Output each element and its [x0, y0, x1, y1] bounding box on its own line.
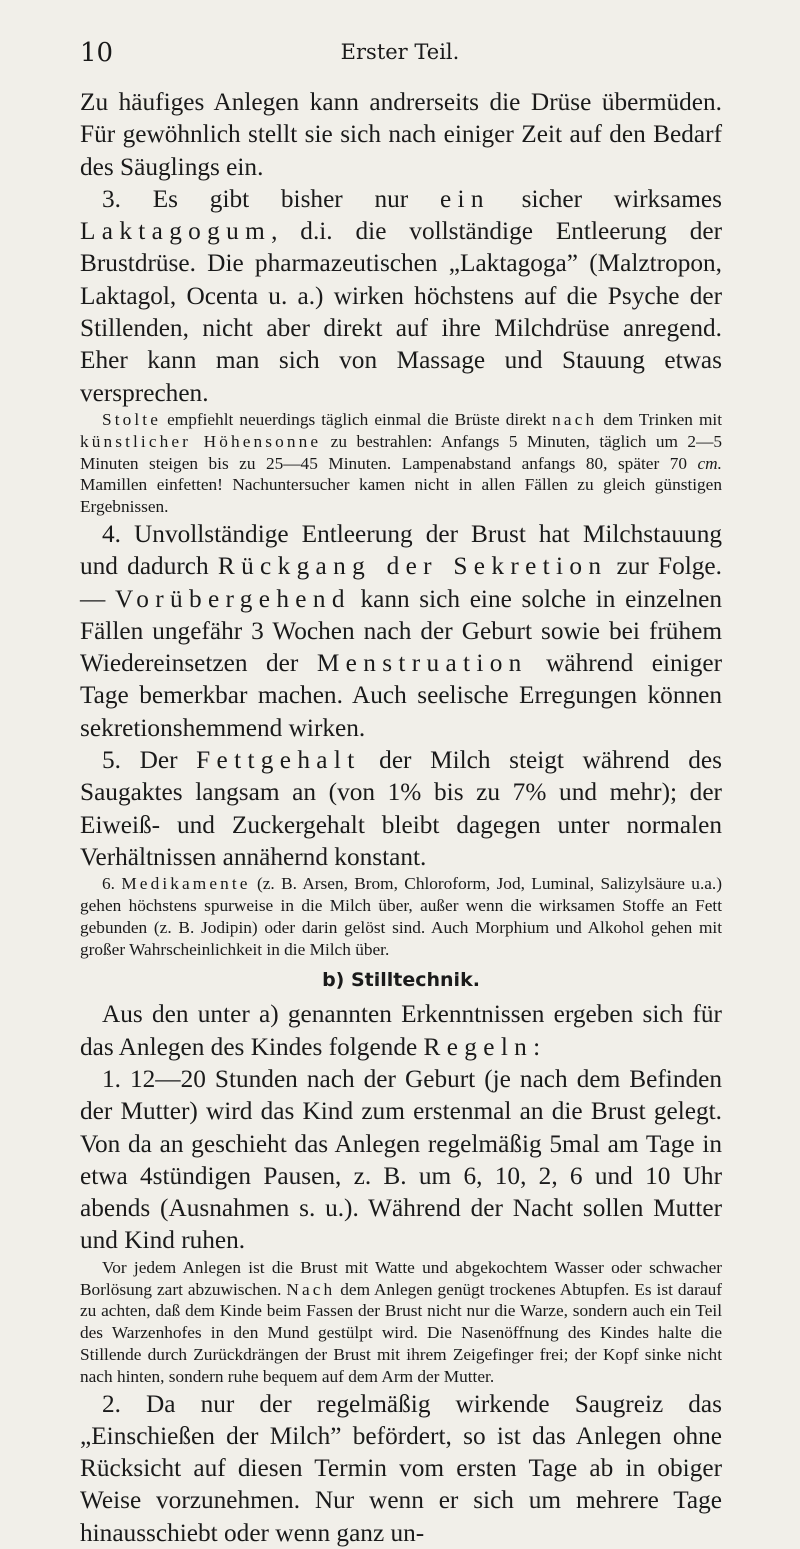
running-head: Erster Teil.: [340, 40, 460, 64]
paragraph-fettgehalt: [80, 744, 722, 873]
emphasis-rueckgang: Rückgang der Sekretion: [217, 552, 608, 581]
text-run: :: [533, 1032, 541, 1061]
page-number: 10: [80, 38, 114, 68]
emphasis-menstruation: Menstruation: [316, 649, 528, 678]
unit-cm: cm.: [697, 453, 722, 473]
text-run: zu bestrahlen: Anfangs 5 Minuten, täglich um 2—5 Minuten steigen bis zu 25—45 Minuten. Lampenabstand anfangs 80, später 70: [80, 431, 722, 473]
emphasis-ein: ein: [439, 184, 490, 213]
emphasis-nach: Nach: [286, 1279, 336, 1299]
section-heading: b) Stilltechnik.: [322, 969, 480, 992]
text-run: kann sich eine solche in einzelnen Fällen ungefähr 3 Wochen nach der Geburt sowie bei frühem Wiedereinsetzen der: [80, 584, 722, 678]
text-run: dem Trinken mit: [597, 409, 723, 429]
emphasis-fettgehalt: Fettgehalt: [196, 746, 361, 775]
emphasis-voruebergehend: Vorübergehend: [114, 584, 351, 613]
note-stolte: [80, 409, 722, 518]
text-run: empfiehlt neuerdings täglich einmal die Brüste direkt: [161, 409, 553, 429]
text-run: 5. Der: [102, 746, 197, 775]
text-run: während einiger Tage bemerkbar machen. Auch seelische Erregungen können sekretionshemmend wirken.: [80, 649, 722, 742]
emphasis-nach: nach: [552, 409, 598, 429]
paragraph-rule-2: 2. Da nur der regelmäßig wirkende Saugreiz das „Einschießen der Milch” befördert, so ist das Anlegen ohne Rücksicht auf diesen Termin vom ersten Tage ab in obiger Weise vorzunehmen. Nur wenn er sich um mehrere Tage hinausschiebt oder wenn ganz un-: [80, 1389, 722, 1547]
note-anlegen: [80, 1257, 722, 1388]
text-run: 4. Unvollständige Entleerung der Brust hat Milchstauung und dadurch: [80, 519, 722, 581]
text-run: sicher wirksames: [489, 184, 722, 213]
paragraph-rule-1: 1. 12—20 Stunden nach der Geburt (je nach dem Befinden der Mutter) wird das Kind zum erstenmal an die Brust gelegt. Von da an geschieht das Anlegen regelmäßig 5mal am Tage in etwa 4stündigen Pausen, z. B. um 6, 10, 2, 6 und 10 Uhr abends (Ausnahmen s. u.). Während der Nacht sollen Mutter und Kind ruhen.: [80, 1065, 722, 1255]
text-run: 3. Es gibt bisher nur: [102, 184, 440, 213]
text-run: 6.: [102, 874, 122, 894]
note-medikamente: [80, 873, 722, 960]
emphasis-laktagogum: Laktagogum: [80, 217, 272, 246]
text-run: (z. B. Arsen, Brom, Chloroform, Jod, Luminal, Salizylsäure u.a.) gehen höchstens spurweise in die Milch über, außer wenn die wirksamen Stoffe an Fett gebunden (z. B. Jodipin) oder darin gelöst sind. Auch Morphium und Alkohol gehen mit großer Wahrscheinlichkeit in die Milch über.: [80, 874, 723, 959]
emphasis-medikamente: Medikamente: [121, 874, 251, 894]
text-run: Mamillen einfetten! Nachuntersucher kamen nicht in allen Fällen zu gleich günstigen Ergebnissen.: [80, 475, 722, 517]
paragraph-laktagogum: [80, 183, 722, 409]
emphasis-hoehensonne: künstlicher Höhensonne: [80, 431, 322, 451]
page-body: [80, 86, 722, 1549]
paragraph-regeln: [80, 998, 722, 1063]
paragraph-intro: Zu häufiges Anlegen kann andrerseits die Drüse übermüden. Für gewöhnlich stellt sie sich nach einiger Zeit auf den Bedarf des Säuglings ein.: [80, 88, 722, 181]
text-run: zur Folge. —: [80, 552, 722, 613]
paragraph-entleerung: [80, 518, 722, 744]
text-run: dem Anlegen genügt trockenes Abtupfen. Es ist darauf zu achten, daß dem Kinde beim Fassen der Brust nicht nur die Warze, sondern auch ein Teil des Warzenhofes in den Mund gestülpt wird. Die Nasenöffnung des Kindes halte die Stillende durch Zurückdrängen der Brust mit ihrem Zeigefinger frei; der Kopf sinke nicht nach hinten, sondern ruhe bequem auf dem Arm der Mutter.: [80, 1279, 722, 1386]
text-run: Vor jedem Anlegen ist die Brust mit Watte und abgekochtem Wasser oder schwacher Borlösung zart abzuwischen.: [80, 1257, 722, 1299]
emphasis-regeln: Regeln: [423, 1032, 534, 1061]
text-run: der Milch steigt während des Saugaktes langsam an (von 1% bis zu 7% und mehr); der Eiweiß- und Zuckergehalt bleibt dagegen unter normalen Verhältnissen annähernd konstant.: [80, 746, 723, 871]
text-run: , d.i. die vollständige Entleerung der Brustdrüse. Die pharmazeutischen „Laktagoga” (Malztropon, Laktagol, Ocenta u. a.) wirken höchstens auf die Psyche der Stillenden, nicht aber direkt auf ihre Milchdrüse anregend. Eher kann man sich von Massage und Stauung etwas versprechen.: [80, 217, 722, 407]
text-run: Aus den unter a) genannten Erkenntnissen ergeben sich für das Anlegen des Kindes folgende: [80, 1000, 722, 1061]
emphasis-stolte: Stolte: [102, 409, 162, 429]
page-header: [80, 38, 720, 72]
